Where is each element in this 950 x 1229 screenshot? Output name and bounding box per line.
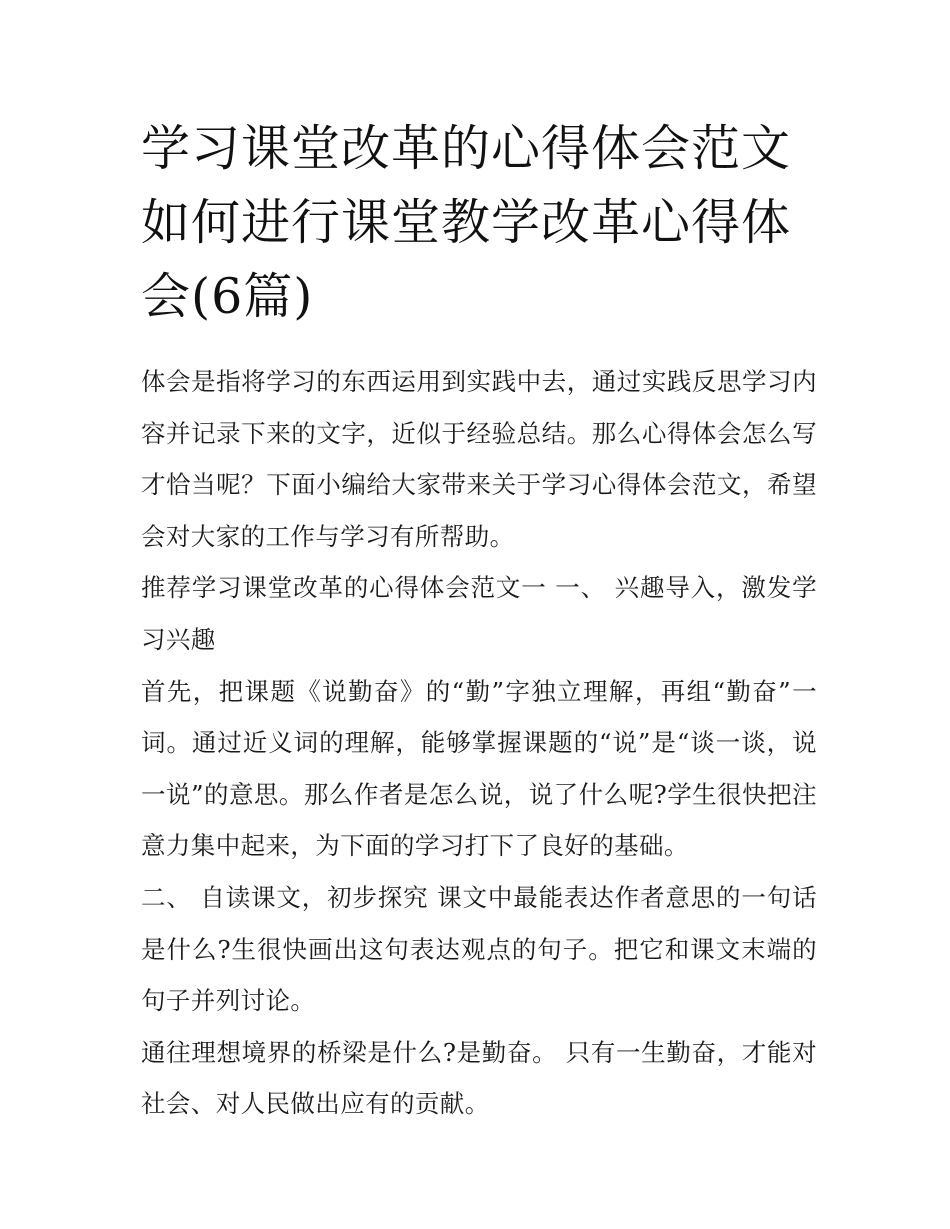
paragraph-conclusion: 通往理想境界的桥梁是什么?是勤奋。 只有一生勤奋，才能对社会、对人民做出应有的贡献。 <box>141 1037 817 1119</box>
paragraph-step-two: 二、 自读课文，初步探究 课文中最能表达作者意思的一句话是什么?生很快画出这句表达观点的句子。把它和课文末端的句子并列讨论。 <box>141 882 817 1016</box>
paragraph-section-heading: 推荐学习课堂改革的心得体会范文一 一、 兴趣导入，激发学习兴趣 <box>141 573 817 654</box>
paragraph-step-one: 首先，把课题《说勤奋》的“勤”字独立理解，再组“勤奋”一词。通过近义词的理解，能够掌握课题的“说”是“谈一谈，说一说”的意思。那么作者是怎么说，说了什么呢?学生很快把注意力集中起来，为下面的学习打下了良好的基础。 <box>141 676 817 861</box>
paragraph-intro: 体会是指将学习的东西运用到实践中去，通过实践反思学习内容并记录下来的文字，近似于经验总结。那么心得体会怎么写才恰当呢？下面小编给大家带来关于学习心得体会范文，希望会对大家的工作与学习有所帮助。 <box>141 367 817 551</box>
document-body <box>141 356 817 1130</box>
document-title: 学习课堂改革的心得体会范文如何进行课堂教学改革心得体会(6篇) <box>141 120 792 325</box>
